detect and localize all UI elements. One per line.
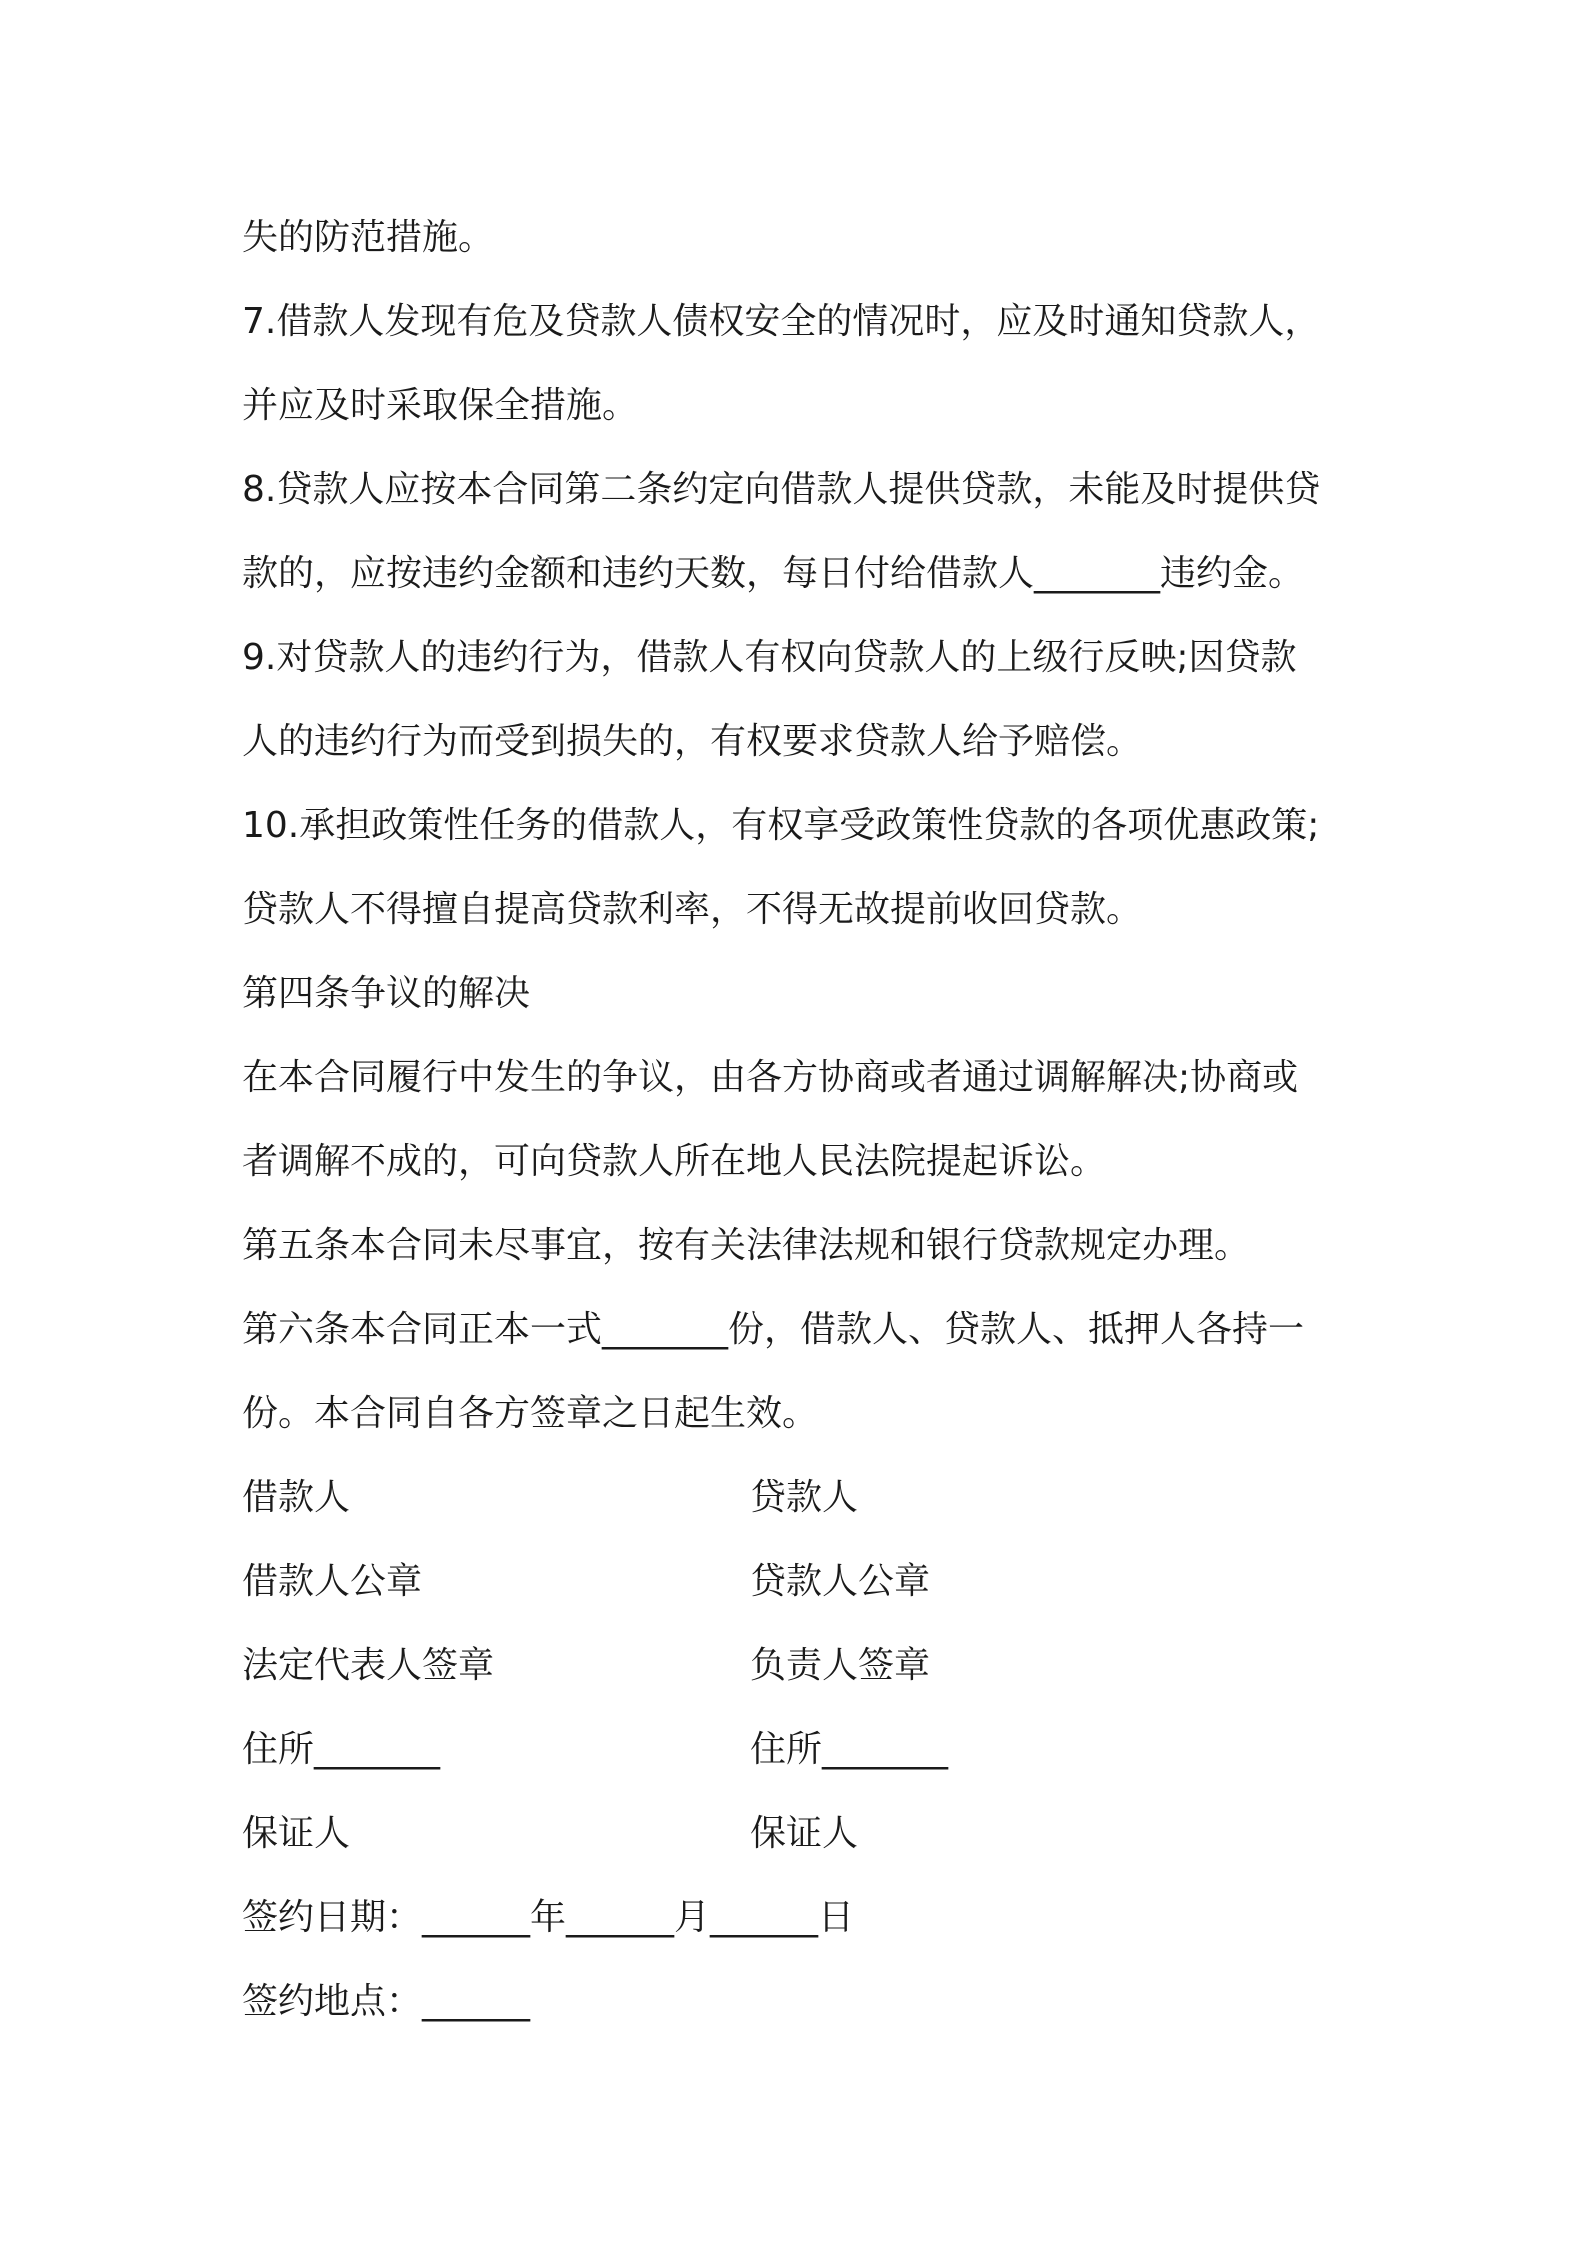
text-line: 份。本合同自各方签章之日起生效。 [242, 1393, 819, 1434]
sign-place: 签约地点：______ [242, 1981, 531, 2022]
signature-label-right: 保证人 [750, 1813, 859, 1854]
signature-row [242, 1624, 1362, 1708]
text-line: 贷款人不得擅自提高贷款利率，不得无故提前收回贷款。 [242, 889, 1143, 930]
signature-label-right: 贷款人 [750, 1477, 859, 1518]
signature-label-left: 保证人 [242, 1813, 351, 1854]
section-heading: 第四条争议的解决 [242, 973, 531, 1014]
sign-date: 签约日期：______年______月______日 [242, 1897, 855, 1938]
text-line: 人的违约行为而受到损失的，有权要求贷款人给予赔偿。 [242, 721, 1143, 762]
text-line: 款的，应按违约金额和违约天数，每日付给借款人_______违约金。 [242, 553, 1305, 594]
document-body [242, 196, 1362, 2044]
signature-label-right: 负责人签章 [750, 1645, 931, 1686]
text-line: 失的防范措施。 [242, 217, 495, 258]
text-line: 并应及时采取保全措施。 [242, 385, 639, 426]
signature-label-left: 住所_______ [242, 1729, 441, 1770]
text-line: 第五条本合同未尽事宜，按有关法律法规和银行贷款规定办理。 [242, 1225, 1251, 1266]
text-line: 8.贷款人应按本合同第二条约定向借款人提供贷款，未能及时提供贷 [242, 469, 1321, 510]
text-line: 10.承担政策性任务的借款人，有权享受政策性贷款的各项优惠政策; [242, 805, 1320, 846]
text-line: 9.对贷款人的违约行为，借款人有权向贷款人的上级行反映;因贷款 [242, 637, 1297, 678]
text-line: 第六条本合同正本一式_______份，借款人、贷款人、抵押人各持一 [242, 1309, 1305, 1350]
signature-label-right: 住所_______ [750, 1729, 949, 1770]
signature-label-left: 借款人公章 [242, 1561, 423, 1602]
text-line: 在本合同履行中发生的争议，由各方协商或者通过调解解决;协商或 [242, 1057, 1299, 1098]
signature-label-left: 法定代表人签章 [242, 1645, 495, 1686]
text-line: 者调解不成的，可向贷款人所在地人民法院提起诉讼。 [242, 1141, 1107, 1182]
signature-row [242, 1540, 1362, 1624]
text-line: 7.借款人发现有危及贷款人债权安全的情况时，应及时通知贷款人， [242, 301, 1321, 342]
signature-row [242, 1456, 1362, 1540]
signature-row [242, 1708, 1362, 1792]
signature-label-right: 贷款人公章 [750, 1561, 931, 1602]
signature-label-left: 借款人 [242, 1477, 351, 1518]
signature-row [242, 1792, 1362, 1876]
